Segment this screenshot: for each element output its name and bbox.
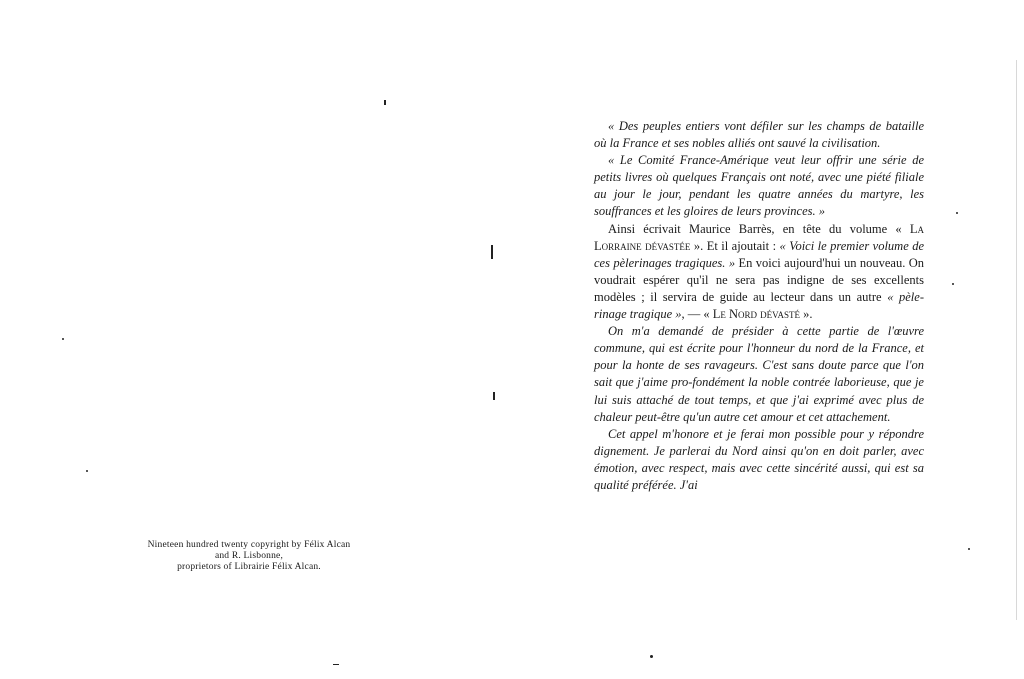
title-nord-devaste: « Le Nord dévasté ». [703, 307, 813, 322]
copyright-line-3: proprietors of Librairie Félix Alcan. [177, 562, 321, 572]
paragraph-3 [594, 221, 924, 324]
copyright-notice [112, 540, 386, 573]
paragraph-1: « Des peuples entiers vont défiler sur les champs de bataille où la France et ses nobles alliés ont sauvé la civilisation. [594, 119, 924, 151]
paragraph-3-text-a: Ainsi écrivait Maurice Barrès, en tête du volume [608, 221, 888, 236]
copyright-line-2: and R. Lisbonne, [214, 551, 284, 561]
paragraph-3-text-b: Et il ajoutait : [703, 238, 780, 253]
speck [650, 655, 653, 658]
copyright-line-1: Nineteen hundred twenty copyright by Félix Alcan [147, 540, 351, 550]
paragraph-2: « Le Comité France-Amérique veut leur offrir une série de petits livres où quelques Français ont noté, avec une piété filiale au jour le jour, pendant les quatre années du martyre, les souffrances et les gloires de leurs provinces. » [594, 153, 924, 219]
page-text [594, 118, 924, 494]
speck [968, 548, 970, 550]
speck [62, 338, 64, 340]
quote-pelerinages: « Voici le premier volume de ces pèlerinages tragiques. » [594, 238, 925, 270]
title-lorraine-devastee: « La Lorraine dévastée ». [594, 221, 924, 253]
gutter-mark-middle [491, 245, 493, 259]
speck [952, 283, 954, 285]
speck-dash [333, 664, 339, 665]
speck [86, 470, 88, 472]
page-edge-mark [1016, 60, 1017, 620]
quote-pelerinage-tragique: « pèle-rinage tragique » [594, 289, 924, 322]
paragraph-5: Cet appel m'honore et je ferai mon possible pour y répondre dignement. Je parlerai du Nord ainsi qu'on en doit parler, avec émotion, avec respect, mais avec cette sincérité aussi, qui est sa qualité préférée. J'ai [594, 426, 924, 492]
gutter-mark-top [384, 100, 386, 105]
paragraph-3-text-c: En voici aujourd'hui un nouveau. On voudrait espérer qu'il ne sera pas indigne de ses excellents modèles ; il servira de guide au lecteur dans un autre [594, 255, 924, 304]
paragraph-4: On m'a demandé de présider à cette partie de l'œuvre commune, qui est écrite pour l'honneur du nord de la France, et pour la honte de ses ravageurs. C'est sans doute parce que l'on sait que j'aime pro-fondément la noble contrée laborieuse, que je lui suis attaché de tout temps, et que j'ai exprimé avec plus de chaleur peut-être qu'un autre cet amour et cet attachement. [594, 324, 924, 424]
gutter-mark-lower [493, 392, 495, 400]
speck [956, 212, 958, 214]
paragraph-3-text-d: , — [681, 307, 704, 322]
